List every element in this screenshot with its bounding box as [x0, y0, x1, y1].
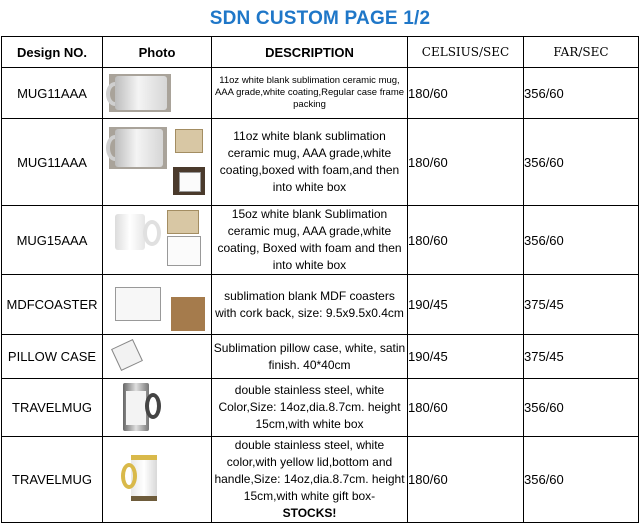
- fahrenheit-cell: 356/60: [524, 206, 639, 275]
- design-no-cell: MUG15AAA: [2, 206, 103, 275]
- coaster-icon: [115, 287, 161, 321]
- celsius-cell: 190/45: [408, 335, 524, 379]
- header-photo: Photo: [103, 37, 212, 68]
- cork-back-icon: [171, 297, 205, 331]
- description-cell: double stainless steel, white Color,Size: 14oz,dia.8.7cm. height 15cm,with white box: [212, 379, 408, 437]
- foam-box-icon: [167, 210, 199, 234]
- description-text: double stainless steel, white color,with yellow lid,bottom and handle,Size: 14oz,dia.8.7cm. height 15cm,with white gift box-: [214, 438, 405, 503]
- fahrenheit-cell: 356/60: [524, 379, 639, 437]
- fahrenheit-cell: 375/45: [524, 335, 639, 379]
- table-row: [2, 119, 639, 206]
- photo-cell: [103, 437, 212, 523]
- stocks-label: STOCKS!: [282, 506, 337, 520]
- design-no-cell: MDFCOASTER: [2, 275, 103, 335]
- product-table: [1, 36, 639, 523]
- description-cell: sublimation blank MDF coasters with cork back, size: 9.5x9.5x0.4cm: [212, 275, 408, 335]
- photo-cell: [103, 335, 212, 379]
- description-cell: 15oz white blank Sublimation ceramic mug, AAA grade,white coating, Boxed with foam and then into white box: [212, 206, 408, 275]
- design-no-cell: TRAVELMUG: [2, 437, 103, 523]
- fahrenheit-cell: 356/60: [524, 119, 639, 206]
- photo-cell: [103, 275, 212, 335]
- table-row: [2, 379, 639, 437]
- foam-box-icon: [175, 129, 203, 153]
- header-fahrenheit: FAR/SEC: [524, 37, 639, 68]
- yellow-handle-icon: [121, 463, 137, 489]
- travel-mug-handle-icon: [145, 393, 161, 419]
- celsius-cell: 180/60: [408, 119, 524, 206]
- mug-handle-icon: [143, 220, 161, 246]
- header-row: [2, 37, 639, 68]
- description-cell: Sublimation pillow case, white, satin finish. 40*40cm: [212, 335, 408, 379]
- mug-icon: [115, 129, 163, 167]
- photo-cell: [103, 379, 212, 437]
- photo-cell: [103, 68, 212, 119]
- page-title: SDN CUSTOM PAGE 1/2: [209, 8, 431, 29]
- header-description: DESCRIPTION: [212, 37, 408, 68]
- celsius-cell: 180/60: [408, 437, 524, 523]
- description-cell: [212, 437, 408, 523]
- design-no-cell: MUG11AAA: [2, 119, 103, 206]
- pillow-icon: [111, 339, 143, 371]
- fahrenheit-cell: 356/60: [524, 437, 639, 523]
- photo-cell: [103, 119, 212, 206]
- design-no-cell: TRAVELMUG: [2, 379, 103, 437]
- mug-icon: [115, 214, 145, 250]
- description-cell: 11oz white blank sublimation ceramic mug, AAA grade,white coating,boxed with foam,and then into white box: [212, 119, 408, 206]
- white-box-icon: [179, 172, 201, 192]
- white-box-icon: [167, 236, 201, 266]
- photo-cell: [103, 206, 212, 275]
- mug-bottom-icon: [131, 496, 157, 501]
- description-cell: 11oz white blank sublimation ceramic mug, AAA grade,white coating,Regular case frame packing: [212, 68, 408, 119]
- celsius-cell: 180/60: [408, 206, 524, 275]
- table-row: [2, 206, 639, 275]
- table-row: [2, 275, 639, 335]
- header-celsius: CELSIUS/SEC: [408, 37, 524, 68]
- table-row: [2, 335, 639, 379]
- celsius-cell: 180/60: [408, 68, 524, 119]
- mug-icon: [115, 76, 167, 110]
- design-no-cell: PILLOW CASE: [2, 335, 103, 379]
- table-row: [2, 68, 639, 119]
- celsius-cell: 180/60: [408, 379, 524, 437]
- travel-mug-body-icon: [126, 391, 146, 425]
- design-no-cell: MUG11AAA: [2, 68, 103, 119]
- celsius-cell: 190/45: [408, 275, 524, 335]
- fahrenheit-cell: 356/60: [524, 68, 639, 119]
- fahrenheit-cell: 375/45: [524, 275, 639, 335]
- table-row: [2, 437, 639, 523]
- header-design-no: Design NO.: [2, 37, 103, 68]
